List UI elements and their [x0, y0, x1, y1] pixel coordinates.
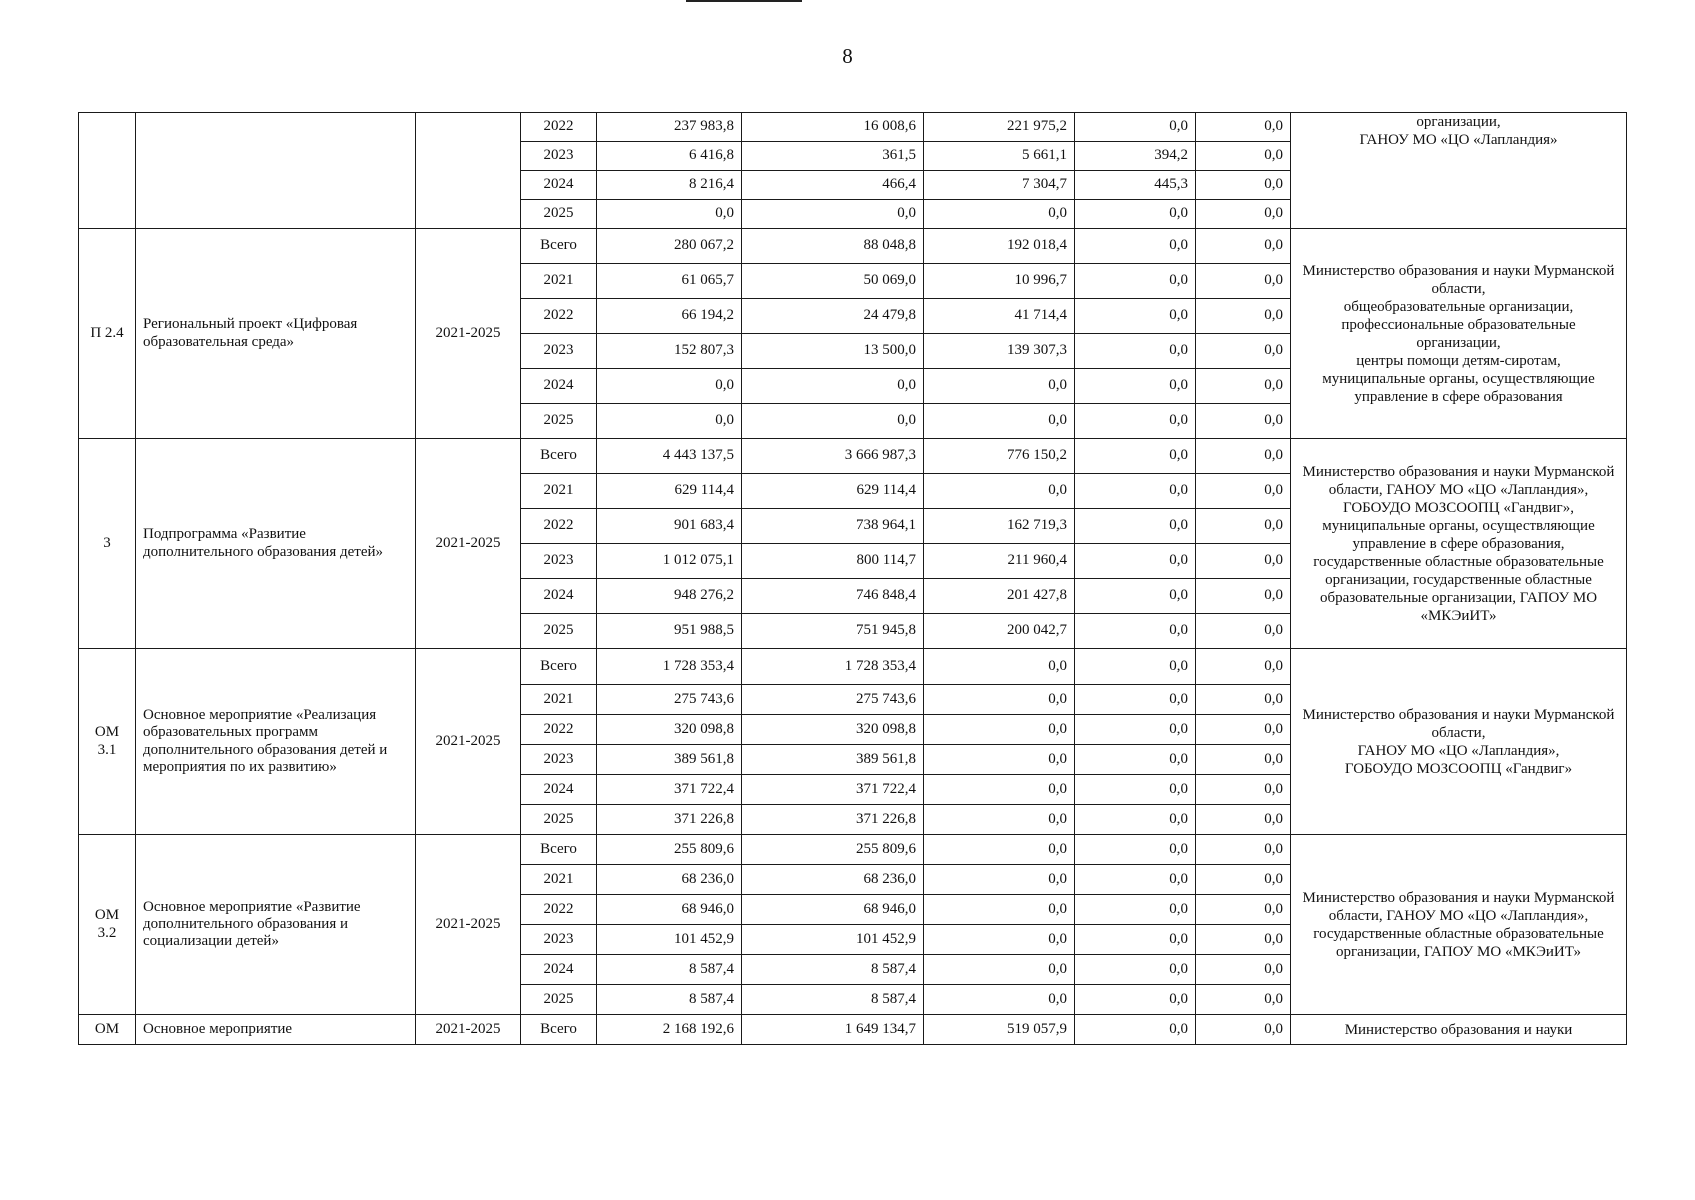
amount-cell: 0,0 — [924, 404, 1075, 439]
amount-cell: 162 719,3 — [924, 509, 1075, 544]
amount-cell: 0,0 — [1196, 171, 1291, 200]
amount-cell: 24 479,8 — [742, 299, 924, 334]
amount-cell: 0,0 — [1196, 334, 1291, 369]
row-name-cell: Основное мероприятие — [136, 1015, 416, 1045]
amount-cell: 0,0 — [742, 200, 924, 229]
amount-cell: 0,0 — [1196, 579, 1291, 614]
amount-cell: 0,0 — [1075, 509, 1196, 544]
amount-cell: 0,0 — [1075, 614, 1196, 649]
year-cell: 2022 — [521, 113, 597, 142]
amount-cell: 0,0 — [1196, 865, 1291, 895]
amount-cell: 746 848,4 — [742, 579, 924, 614]
amount-cell: 0,0 — [1196, 509, 1291, 544]
amount-cell: 0,0 — [924, 985, 1075, 1015]
amount-cell: 320 098,8 — [742, 715, 924, 745]
amount-cell: 7 304,7 — [924, 171, 1075, 200]
amount-cell: 0,0 — [1196, 685, 1291, 715]
amount-cell: 0,0 — [597, 369, 742, 404]
amount-cell: 394,2 — [1075, 142, 1196, 171]
amount-cell: 0,0 — [1196, 229, 1291, 264]
row-name-cell — [136, 113, 416, 229]
amount-cell: 751 945,8 — [742, 614, 924, 649]
amount-cell: 0,0 — [1196, 775, 1291, 805]
amount-cell: 5 661,1 — [924, 142, 1075, 171]
amount-cell: 0,0 — [1196, 142, 1291, 171]
year-cell: 2021 — [521, 264, 597, 299]
amount-cell: 0,0 — [924, 715, 1075, 745]
amount-cell: 13 500,0 — [742, 334, 924, 369]
amount-cell: 0,0 — [1075, 264, 1196, 299]
amount-cell: 3 666 987,3 — [742, 439, 924, 474]
amount-cell: 0,0 — [1196, 113, 1291, 142]
year-cell: 2025 — [521, 614, 597, 649]
amount-cell: 0,0 — [742, 369, 924, 404]
amount-cell: 1 012 075,1 — [597, 544, 742, 579]
amount-cell: 0,0 — [1196, 649, 1291, 685]
amount-cell: 280 067,2 — [597, 229, 742, 264]
year-cell: 2023 — [521, 544, 597, 579]
amount-cell: 0,0 — [1075, 685, 1196, 715]
amount-cell: 2 168 192,6 — [597, 1015, 742, 1045]
amount-cell: 0,0 — [1196, 299, 1291, 334]
amount-cell: 275 743,6 — [597, 685, 742, 715]
year-cell: 2025 — [521, 404, 597, 439]
row-period-cell: 2021-2025 — [416, 835, 521, 1015]
amount-cell: 0,0 — [1075, 229, 1196, 264]
table-row — [79, 439, 1627, 474]
year-cell: 2022 — [521, 715, 597, 745]
year-cell: Всего — [521, 835, 597, 865]
amount-cell: 0,0 — [1196, 805, 1291, 835]
amount-cell: 0,0 — [924, 745, 1075, 775]
amount-cell: 200 042,7 — [924, 614, 1075, 649]
amount-cell: 0,0 — [1196, 369, 1291, 404]
year-cell: 2025 — [521, 985, 597, 1015]
amount-cell: 0,0 — [924, 835, 1075, 865]
amount-cell: 0,0 — [1196, 985, 1291, 1015]
amount-cell: 0,0 — [1075, 775, 1196, 805]
amount-cell: 0,0 — [924, 649, 1075, 685]
amount-cell: 0,0 — [742, 404, 924, 439]
row-period-cell: 2021-2025 — [416, 1015, 521, 1045]
row-period-cell: 2021-2025 — [416, 649, 521, 835]
amount-cell: 0,0 — [924, 925, 1075, 955]
amount-cell: 0,0 — [1196, 439, 1291, 474]
year-cell: 2023 — [521, 745, 597, 775]
amount-cell: 776 150,2 — [924, 439, 1075, 474]
row-name-cell: Подпрограмма «Развитие дополнительного образования детей» — [136, 439, 416, 649]
amount-cell: 0,0 — [1075, 474, 1196, 509]
amount-cell: 68 236,0 — [597, 865, 742, 895]
year-cell: Всего — [521, 1015, 597, 1045]
amount-cell: 466,4 — [742, 171, 924, 200]
amount-cell: 0,0 — [1075, 369, 1196, 404]
year-cell: 2023 — [521, 334, 597, 369]
year-cell: Всего — [521, 439, 597, 474]
year-cell: 2021 — [521, 865, 597, 895]
amount-cell: 0,0 — [924, 775, 1075, 805]
amount-cell: 192 018,4 — [924, 229, 1075, 264]
amount-cell: 0,0 — [924, 369, 1075, 404]
amount-cell: 237 983,8 — [597, 113, 742, 142]
amount-cell: 371 226,8 — [742, 805, 924, 835]
amount-cell: 0,0 — [1075, 895, 1196, 925]
row-name-cell: Основное мероприятие «Развитие дополнительного образования и социализации детей» — [136, 835, 416, 1015]
amount-cell: 221 975,2 — [924, 113, 1075, 142]
amount-cell: 371 722,4 — [742, 775, 924, 805]
amount-cell: 0,0 — [597, 200, 742, 229]
year-cell: 2023 — [521, 925, 597, 955]
amount-cell: 0,0 — [1075, 955, 1196, 985]
amount-cell: 101 452,9 — [742, 925, 924, 955]
amount-cell: 389 561,8 — [742, 745, 924, 775]
page-number: 8 — [842, 44, 853, 68]
year-cell: 2023 — [521, 142, 597, 171]
amount-cell: 0,0 — [1075, 1015, 1196, 1045]
row-code-cell — [79, 113, 136, 229]
row-code-cell: ОМ 3.1 — [79, 649, 136, 835]
amount-cell: 0,0 — [924, 955, 1075, 985]
amount-cell: 0,0 — [1075, 925, 1196, 955]
row-period-cell: 2021-2025 — [416, 229, 521, 439]
amount-cell: 8 216,4 — [597, 171, 742, 200]
amount-cell: 8 587,4 — [742, 955, 924, 985]
amount-cell: 101 452,9 — [597, 925, 742, 955]
amount-cell: 0,0 — [1196, 614, 1291, 649]
amount-cell: 0,0 — [1075, 715, 1196, 745]
year-cell: 2025 — [521, 200, 597, 229]
amount-cell: 0,0 — [1075, 649, 1196, 685]
amount-cell: 1 728 353,4 — [742, 649, 924, 685]
amount-cell: 0,0 — [1075, 865, 1196, 895]
amount-cell: 0,0 — [1075, 805, 1196, 835]
amount-cell: 8 587,4 — [597, 985, 742, 1015]
amount-cell: 0,0 — [1196, 200, 1291, 229]
amount-cell: 8 587,4 — [597, 955, 742, 985]
amount-cell: 0,0 — [1075, 544, 1196, 579]
amount-cell: 41 714,4 — [924, 299, 1075, 334]
top-rule — [686, 0, 802, 2]
amount-cell: 68 946,0 — [597, 895, 742, 925]
executor-cell: Министерство образования и науки — [1291, 1015, 1627, 1045]
amount-cell: 4 443 137,5 — [597, 439, 742, 474]
amount-cell: 0,0 — [1075, 835, 1196, 865]
amount-cell: 629 114,4 — [742, 474, 924, 509]
amount-cell: 0,0 — [1196, 715, 1291, 745]
amount-cell: 0,0 — [1075, 745, 1196, 775]
year-cell: Всего — [521, 649, 597, 685]
amount-cell: 0,0 — [924, 200, 1075, 229]
amount-cell: 0,0 — [1196, 955, 1291, 985]
year-cell: 2021 — [521, 474, 597, 509]
row-code-cell: П 2.4 — [79, 229, 136, 439]
amount-cell: 0,0 — [1075, 404, 1196, 439]
amount-cell: 0,0 — [1196, 745, 1291, 775]
year-cell: 2024 — [521, 171, 597, 200]
amount-cell: 0,0 — [1075, 579, 1196, 614]
amount-cell: 0,0 — [1075, 334, 1196, 369]
amount-cell: 0,0 — [1196, 925, 1291, 955]
row-period-cell: 2021-2025 — [416, 439, 521, 649]
amount-cell: 0,0 — [1196, 1015, 1291, 1045]
amount-cell: 1 649 134,7 — [742, 1015, 924, 1045]
row-name-cell: Основное мероприятие «Реализация образовательных программ дополнительного образования детей и мероприятия по их развитию» — [136, 649, 416, 835]
year-cell: Всего — [521, 229, 597, 264]
amount-cell: 951 988,5 — [597, 614, 742, 649]
amount-cell: 0,0 — [1196, 544, 1291, 579]
amount-cell: 6 416,8 — [597, 142, 742, 171]
amount-cell: 371 226,8 — [597, 805, 742, 835]
year-cell: 2022 — [521, 509, 597, 544]
table-row — [79, 113, 1627, 142]
row-code-cell: ОМ — [79, 1015, 136, 1045]
amount-cell: 211 960,4 — [924, 544, 1075, 579]
amount-cell: 16 008,6 — [742, 113, 924, 142]
amount-cell: 0,0 — [597, 404, 742, 439]
amount-cell: 0,0 — [1196, 835, 1291, 865]
amount-cell: 901 683,4 — [597, 509, 742, 544]
amount-cell: 0,0 — [1075, 439, 1196, 474]
executor-cell: Министерство образования и науки Мурманской области, ГАНОУ МО «ЦО «Лапландия», государственные областные образовательные организации, ГАПОУ МО «МКЭиИТ» — [1291, 835, 1627, 1015]
amount-cell: 201 427,8 — [924, 579, 1075, 614]
year-cell: 2024 — [521, 775, 597, 805]
amount-cell: 0,0 — [1196, 404, 1291, 439]
year-cell: 2024 — [521, 955, 597, 985]
amount-cell: 10 996,7 — [924, 264, 1075, 299]
year-cell: 2022 — [521, 299, 597, 334]
table-row — [79, 835, 1627, 865]
table-row — [79, 1015, 1627, 1045]
row-code-cell: ОМ 3.2 — [79, 835, 136, 1015]
amount-cell: 389 561,8 — [597, 745, 742, 775]
year-cell: 2024 — [521, 579, 597, 614]
financing-table — [78, 112, 1627, 1045]
table-row — [79, 229, 1627, 264]
executor-cell: Министерство образования и науки Мурманской области, ГАНОУ МО «ЦО «Лапландия», ГОБОУДО МОЗСООПЦ «Гандвиг» — [1291, 649, 1627, 835]
amount-cell: 139 307,3 — [924, 334, 1075, 369]
amount-cell: 0,0 — [1075, 985, 1196, 1015]
amount-cell: 0,0 — [924, 895, 1075, 925]
year-cell: 2021 — [521, 685, 597, 715]
amount-cell: 66 194,2 — [597, 299, 742, 334]
year-cell: 2025 — [521, 805, 597, 835]
amount-cell: 8 587,4 — [742, 985, 924, 1015]
amount-cell: 1 728 353,4 — [597, 649, 742, 685]
amount-cell: 948 276,2 — [597, 579, 742, 614]
amount-cell: 50 069,0 — [742, 264, 924, 299]
row-code-cell: 3 — [79, 439, 136, 649]
amount-cell: 0,0 — [1196, 264, 1291, 299]
table-row — [79, 649, 1627, 685]
amount-cell: 61 065,7 — [597, 264, 742, 299]
executor-cell: Министерство образования и науки Мурманской области, общеобразовательные организации, профессиональные образовательные организации, центры помощи детям-сиротам, муниципальные органы, осуществляющие управление в сфере образования — [1291, 229, 1627, 439]
amount-cell: 68 236,0 — [742, 865, 924, 895]
amount-cell: 371 722,4 — [597, 775, 742, 805]
amount-cell: 0,0 — [924, 805, 1075, 835]
amount-cell: 0,0 — [1075, 200, 1196, 229]
row-name-cell: Региональный проект «Цифровая образовательная среда» — [136, 229, 416, 439]
amount-cell: 255 809,6 — [597, 835, 742, 865]
amount-cell: 0,0 — [1075, 299, 1196, 334]
amount-cell: 0,0 — [1196, 474, 1291, 509]
amount-cell: 320 098,8 — [597, 715, 742, 745]
amount-cell: 445,3 — [1075, 171, 1196, 200]
amount-cell: 361,5 — [742, 142, 924, 171]
amount-cell: 0,0 — [1075, 113, 1196, 142]
amount-cell: 0,0 — [924, 474, 1075, 509]
amount-cell: 519 057,9 — [924, 1015, 1075, 1045]
amount-cell: 0,0 — [924, 685, 1075, 715]
year-cell: 2024 — [521, 369, 597, 404]
amount-cell: 68 946,0 — [742, 895, 924, 925]
amount-cell: 0,0 — [924, 865, 1075, 895]
amount-cell: 152 807,3 — [597, 334, 742, 369]
amount-cell: 738 964,1 — [742, 509, 924, 544]
year-cell: 2022 — [521, 895, 597, 925]
executor-cell: организации, ГАНОУ МО «ЦО «Лапландия» — [1291, 113, 1627, 229]
amount-cell: 800 114,7 — [742, 544, 924, 579]
amount-cell: 0,0 — [1196, 895, 1291, 925]
amount-cell: 629 114,4 — [597, 474, 742, 509]
amount-cell: 275 743,6 — [742, 685, 924, 715]
amount-cell: 88 048,8 — [742, 229, 924, 264]
executor-cell: Министерство образования и науки Мурманской области, ГАНОУ МО «ЦО «Лапландия», ГОБОУДО МОЗСООПЦ «Гандвиг», муниципальные органы, осуществляющие управление в сфере образования, государственные областные образовательные организации, государственные областные образовательные организации, ГАПОУ МО «МКЭиИТ» — [1291, 439, 1627, 649]
amount-cell: 255 809,6 — [742, 835, 924, 865]
row-period-cell — [416, 113, 521, 229]
